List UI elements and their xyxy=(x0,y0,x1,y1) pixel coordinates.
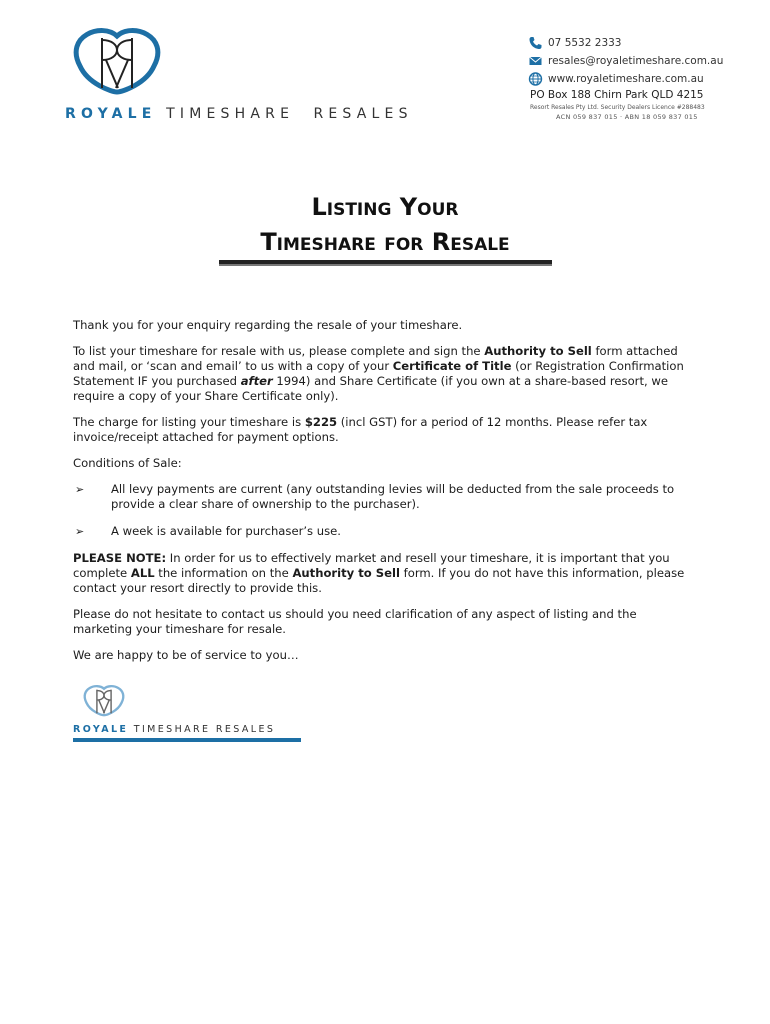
text-segment: form attached and mail, or ‘scan and email’ to us with a copy of your xyxy=(73,344,678,373)
listing-price: $225 xyxy=(304,415,338,429)
brand-word-timeshare: TIMESHARE xyxy=(166,106,295,122)
footer-wordmark xyxy=(73,724,275,735)
brand-wordmark xyxy=(65,106,413,122)
letter-body xyxy=(73,318,693,674)
certificate-of-title-emphasis: Certificate of Title xyxy=(392,359,512,373)
condition-text: All levy payments are current (any outstanding levies will be deducted from the sale proceeds to provide a clear share of ownership to the purchaser). xyxy=(111,482,675,511)
paragraph-closing: We are happy to be of service to you… xyxy=(73,648,299,662)
bullet-arrow-icon: ➢ xyxy=(75,525,85,538)
text-segment: In order for us to effectively market and resell your timeshare, it is important that you complete xyxy=(73,551,670,580)
footer-logo-icon xyxy=(78,681,130,721)
paragraph-thanks: Thank you for your enquiry regarding the resale of your timeshare. xyxy=(73,318,463,332)
page-title-line-1: Listing Your xyxy=(311,193,459,221)
contact-licence: Resort Resales Pty Ltd. Security Dealers Licence #288483 xyxy=(530,104,705,111)
contact-phone-row xyxy=(528,35,758,51)
brand-word-royale: ROYALE xyxy=(65,106,157,122)
footer-accent-bar xyxy=(73,738,301,742)
text-segment: (or Registration Confirmation Statement IF you purchased xyxy=(73,359,684,388)
contact-phone[interactable]: 07 5532 2333 xyxy=(548,37,622,49)
globe-icon xyxy=(528,72,543,86)
contact-abn: ACN 059 837 015 · ABN 18 059 837 015 xyxy=(556,113,698,121)
condition-text: A week is available for purchaser’s use. xyxy=(111,524,341,538)
contact-block xyxy=(528,35,758,121)
bullet-arrow-icon: ➢ xyxy=(75,483,85,496)
text-segment: form. If you do not have this information, please contact your resort directly to provide this. xyxy=(73,566,685,595)
list-item xyxy=(73,482,693,512)
phone-icon xyxy=(528,36,543,50)
paragraph-contact: Please do not hesitate to contact us should you need clarification of any aspect of listing and the marketing your timeshare for resale. xyxy=(73,607,637,636)
authority-to-sell-emphasis: Authority to Sell xyxy=(484,344,592,358)
brand-word-resales: RESALES xyxy=(313,106,413,122)
page-title-line-2: Timeshare for Resale xyxy=(260,228,510,256)
footer-word-royale: ROYALE xyxy=(73,724,129,735)
list-item xyxy=(73,524,693,539)
text-segment: To list your timeshare for resale with us, please complete and sign the xyxy=(73,344,485,358)
text-segment: 1994) and Share Certificate (if you own at a share-based resort, we require a copy of your Share Certificate only). xyxy=(73,374,668,403)
paragraph-conditions-heading: Conditions of Sale: xyxy=(73,456,182,470)
royale-logo-icon xyxy=(62,26,172,98)
contact-web-row xyxy=(528,71,758,87)
paragraph-charge xyxy=(73,415,693,445)
text-segment: the information on the xyxy=(154,566,293,580)
title-underline-shadow xyxy=(219,264,552,266)
authority-to-sell-emphasis: Authority to Sell xyxy=(292,566,400,580)
envelope-icon xyxy=(528,54,543,68)
contact-email[interactable]: resales@royaletimeshare.com.au xyxy=(548,55,724,67)
text-segment: The charge for listing your timeshare is xyxy=(73,415,305,429)
paragraph-instructions xyxy=(73,344,693,404)
text-segment: (incl GST) for a period of 12 months. Please refer tax invoice/receipt attached for payment options. xyxy=(73,415,648,444)
contact-email-row xyxy=(528,53,758,69)
contact-address: PO Box 188 Chirn Park QLD 4215 xyxy=(530,89,704,101)
all-emphasis: ALL xyxy=(130,566,155,580)
footer-word-timeshare-resales: TIMESHARE RESALES xyxy=(133,724,276,735)
contact-website[interactable]: www.royaletimeshare.com.au xyxy=(548,73,704,85)
please-note-label: PLEASE NOTE: xyxy=(73,551,167,565)
paragraph-please-note xyxy=(73,551,693,596)
after-emphasis: after xyxy=(240,374,273,388)
